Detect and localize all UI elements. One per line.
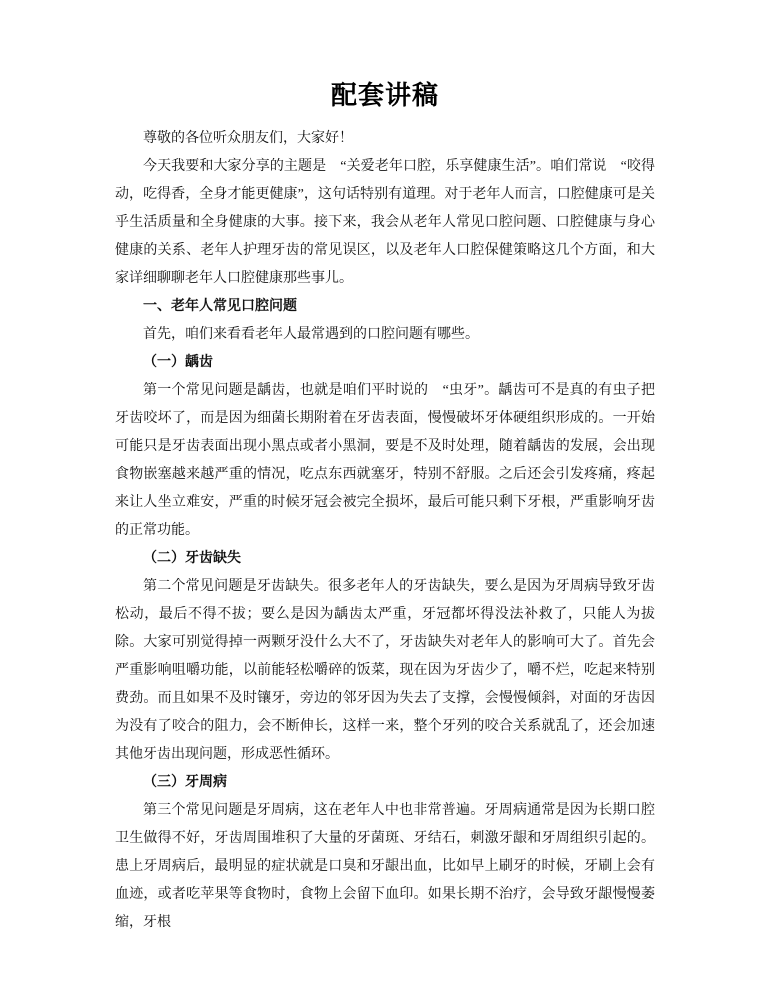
paragraph: 尊敬的各位听众朋友们，大家好！: [143, 131, 353, 146]
section-heading: （一）龋齿: [143, 355, 213, 370]
paragraph: 首先，咱们来看看老年人最常遇到的口腔问题有哪些。: [143, 327, 479, 342]
paragraph: 第一个常见问题是龋齿，也就是咱们平时说的 “虫牙”。龋齿可不是真的有虫子把牙齿咬坏了，而是因为细菌长期附着在牙齿表面，慢慢破坏牙体硬组织形成的。一开始可能只是牙齿表面出现小黑点或者小黑洞，要是不及时处理，随着龋齿的发展，会出现食物嵌塞越来越严重的情况，吃点东西就塞牙，特别不舒服。之后还会引发疼痛，疼起来让人坐立难安，严重的时候牙冠会被完全损坏，最后可能只剩下牙根，严重影响牙齿的正常功能。: [115, 383, 655, 538]
document-title: 配套讲稿: [330, 81, 439, 110]
paragraph: 今天我要和大家分享的主题是 “关爱老年口腔，乐享健康生活”。咱们常说 “咬得动，吃得香，全身才能更健康”，这句话特别有道理。对于老年人而言，口腔健康可是关乎生活质量和全身健康的大事。接下来，我会从老年人常见口腔问题、口腔健康与身心健康的关系、老年人护理牙齿的常见误区，以及老年人口腔保健策略这几个方面，和大家详细聊聊老年人口腔健康那些事儿。: [115, 159, 655, 286]
section-heading: （三）牙周病: [143, 775, 227, 790]
section-heading: 一、老年人常见口腔问题: [143, 299, 297, 314]
paragraph: 第三个常见问题是牙周病，这在老年人中也非常普遍。牙周病通常是因为长期口腔卫生做得不好，牙齿周围堆积了大量的牙菌斑、牙结石，刺激牙龈和牙周组织引起的。患上牙周病后，最明显的症状就是口臭和牙龈出血，比如早上刷牙的时候，牙刷上会有血迹，或者吃苹果等食物时，食物上会留下血印。如果长期不治疗，会导致牙龈慢慢萎缩，牙根: [115, 803, 655, 930]
section-heading: （二）牙齿缺失: [143, 551, 241, 566]
document-body: [115, 125, 655, 937]
paragraph: 第二个常见问题是牙齿缺失。很多老年人的牙齿缺失，要么是因为牙周病导致牙齿松动，最后不得不拔；要么是因为龋齿太严重，牙冠都坏得没法补救了，只能人为拔除。大家可别觉得掉一两颗牙没什么大不了，牙齿缺失对老年人的影响可大了。首先会严重影响咀嚼功能，以前能轻松嚼碎的饭菜，现在因为牙齿少了，嚼不烂，吃起来特别费劲。而且如果不及时镶牙，旁边的邻牙因为失去了支撑，会慢慢倾斜，对面的牙齿因为没有了咬合的阻力，会不断伸长，这样一来，整个牙列的咬合关系就乱了，还会加速其他牙齿出现问题，形成恶性循环。: [115, 579, 655, 762]
